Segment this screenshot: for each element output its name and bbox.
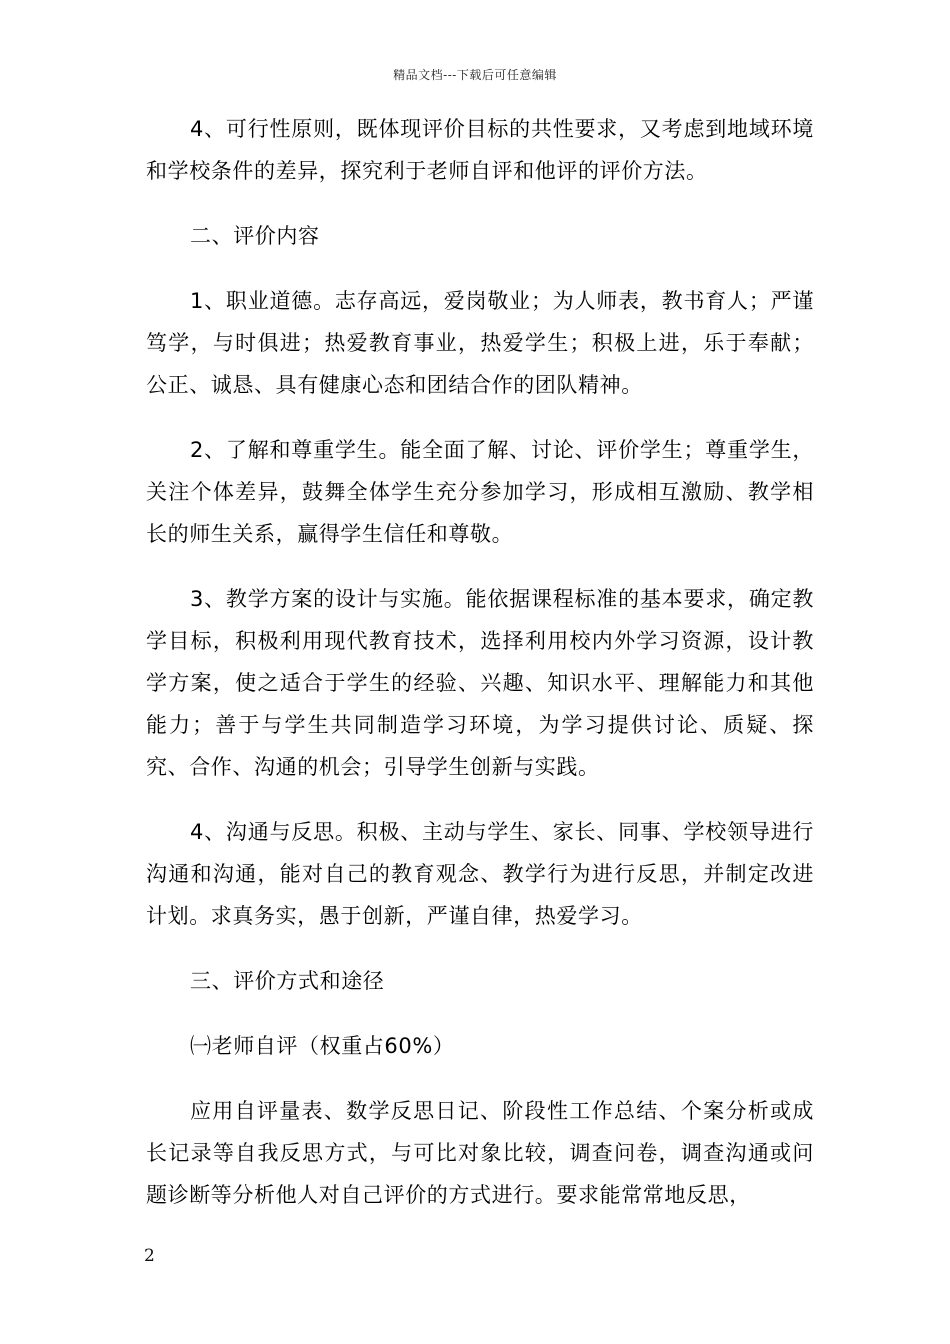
paragraph-self-evaluation-methods: 应用自评量表、数学反思日记、阶段性工作总结、个案分析或成长记录等自我反思方式，与可比对象比较，调查问卷，调查沟通或问题诊断等分析他人对自己评价的方式进行。要求能常常地反思，: [146, 1099, 814, 1207]
subsection-heading-self-evaluation: ㈠老师自评（权重占60%）: [190, 1034, 455, 1058]
page-header: 精品文档---下载后可任意编辑: [393, 68, 557, 82]
section-heading-evaluation-methods: 三、评价方式和途径: [190, 969, 385, 993]
page-number: 2: [144, 1246, 155, 1266]
paragraph-feasibility-principle: 4、可行性原则，既体现评价目标的共性要求，又考虑到地域环境和学校条件的差异，探究利于老师自评和他评的评价方法。: [146, 117, 814, 183]
document-body: [146, 108, 814, 1239]
paragraph-understand-students: 2、了解和尊重学生。能全面了解、讨论、评价学生；尊重学生，关注个体差异，鼓舞全体学生充分参加学习，形成相互激励、教学相长的师生关系，赢得学生信任和尊敬。: [146, 438, 814, 546]
paragraph-teaching-plan: 3、教学方案的设计与实施。能依据课程标准的基本要求，确定教学目标，积极利用现代教育技术，选择利用校内外学习资源，设计教学方案，使之适合于学生的经验、兴趣、知识水平、理解能力和其他能力；善于与学生共同制造学习环境，为学习提供讨论、质疑、探究、合作、沟通的机会；引导学生创新与实践。: [146, 587, 814, 779]
paragraph-communication-reflection: 4、沟通与反思。积极、主动与学生、家长、同事、学校领导进行沟通和沟通，能对自己的教育观念、教学行为进行反思，并制定改进计划。求真务实，愚于创新，严谨自律，热爱学习。: [146, 820, 814, 928]
section-heading-evaluation-content: 二、评价内容: [190, 224, 320, 248]
paragraph-professional-ethics: 1、职业道德。志存高远，爱岗敬业；为人师表，教书育人；严谨笃学，与时俱进；热爱教育事业，热爱学生；积极上进，乐于奉献；公正、诚恳、具有健康心态和团结合作的团队精神。: [146, 289, 814, 397]
